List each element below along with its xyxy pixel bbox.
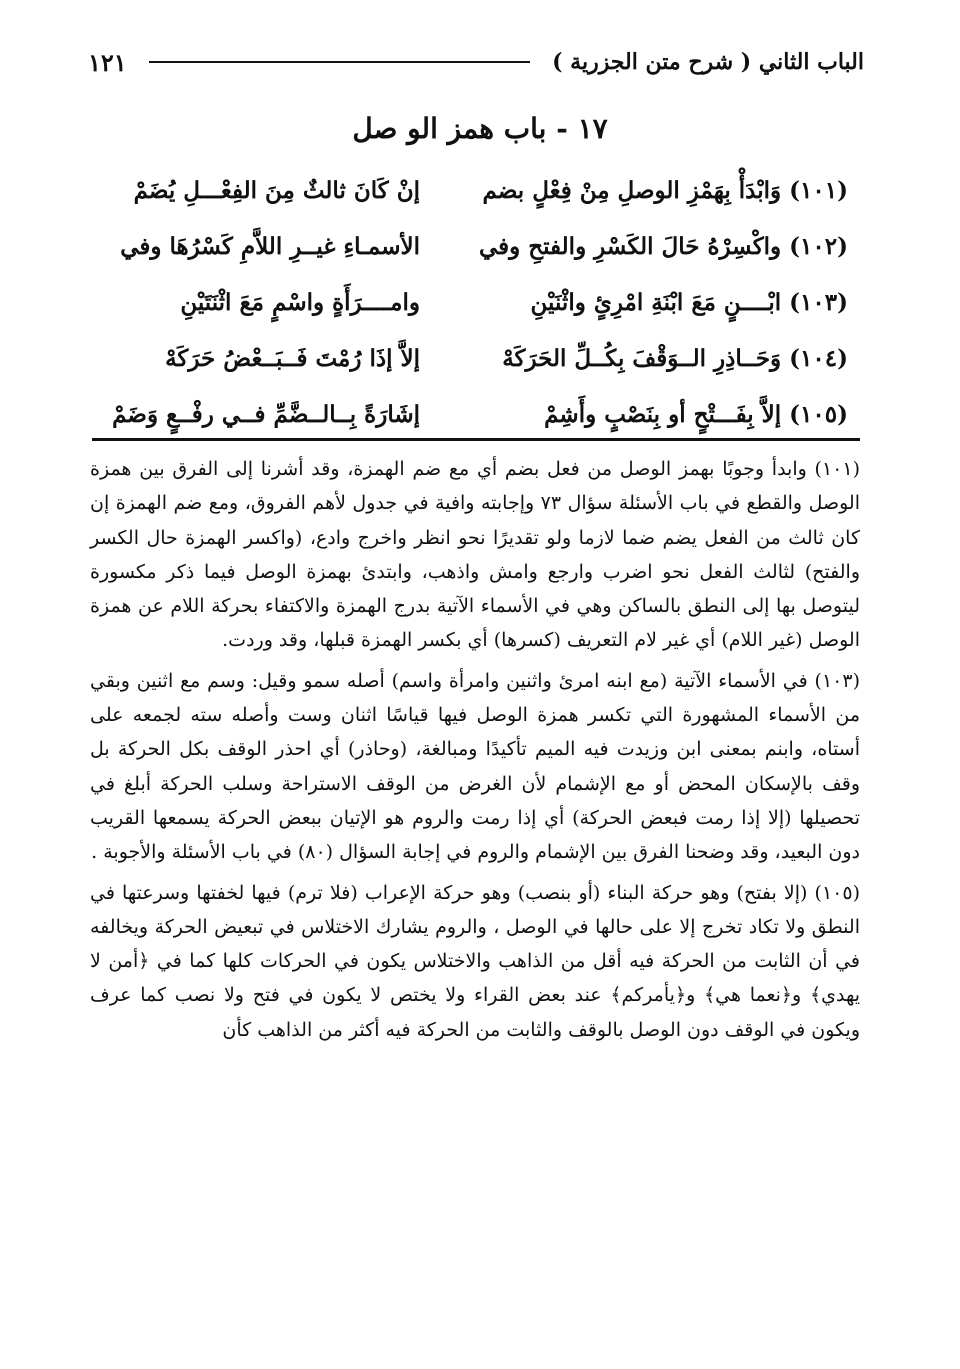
verse-row xyxy=(110,330,848,386)
commentary-paragraph: (١٠٣) في الأسماء الآتية (مع ابنه امرئ واثنين وامرأة واسم) أصله سمو وقيل: وسم مع اثنين وبقي من الأسماء المشهورة التي تكسر همزة الوصل فيها قياسًا اثنان وست وأصله سته لجمعه على أستاه، وابنم بمعنى ابن وزيدت فيه الميم تأكيدًا ومبالغة، (وحاذر) أي احذر الوقف بكل الحركة بل وقف بالإسكان المحض أو مع الإشمام لأن الغرض من الوقف الاستراحة وسلب الحركة أبلغ في تحصيلها (إلا إذا رمت فبعض الحركة) أي إذا رمت والروم هو الإتيان ببعض الحركة يسمعها القريب دون البعيد، وقد وضحنا الفرق بين الإشمام والروم في إجابة السؤال (٨٠) في باب الأسئلة والأجوبة . xyxy=(90,669,860,864)
verse-first-hemistich xyxy=(473,289,848,316)
chapter-title: ١٧ - باب همز الو صل xyxy=(352,112,608,145)
verse-second-hemistich: إلاَّ إذَا رُمْتَ فَــبَــعْضُ حَرَكَهْ xyxy=(165,344,420,372)
verse-first-text: ابْــــنٍ مَعَ ابْنَةِ امْرِئٍ واثْنَيْنِ xyxy=(530,288,782,316)
verse-second-hemistich: إنْ كَانَ ثالثٌ مِنَ الفِعْـــلِ يُضَمْ xyxy=(133,176,420,204)
verse-second-hemistich: إشَارَةً بِــالــضَّمِّ فــي رفْــعٍ وَضَمْ xyxy=(112,400,420,428)
commentary-paragraph: (١٠٥) (إلا بفتح) وهو حركة البناء (أو بنصب) وهو حركة الإعراب (فلا ترم) فيها لخفتها وسرعتها في النطق ولا تكاد تخرج إلا على حالها في الوصل ، والروم يشارك الاختلاس في تبعيض الحركة ويخالفه في أن الثابت من الحركة فيه أقل من الذاهب والاختلاس يكون في الحركات كلها كما في ﴿أمن لا يهدي﴾ و﴿نعما هي﴾ و﴿يأمركم﴾ عند بعض القراء ولا يختص لا يكون في فتح ولا نصب كما عرف ويكون في الوقف دون الوصل بالوقف والثابت من الحركة فيه أكثر من الذاهب كأن xyxy=(90,881,860,1041)
running-header xyxy=(88,42,864,82)
verse-first-text: إلاَّ بِفَـــتْحٍ أو بِنَصْبٍ وأَشِمْ xyxy=(544,400,782,428)
verse-number: (١٠٥) xyxy=(789,400,848,428)
running-title: الباب الثاني ( شرح متن الجزرية ) xyxy=(552,49,864,75)
verse-number: (١٠٤) xyxy=(789,344,848,372)
verse-second-hemistich: وامــــرَأَةٍ واسْمٍ مَعَ اثْنَتَيْنِ xyxy=(180,288,420,316)
commentary-paragraph: (١٠١) وابدأ وجوبًا بهمز الوصل من فعل بضم أي مع ضم الهمزة، وقد أشرنا إلى الفرق بين همزة الوصل والقطع في باب الأسئلة سؤال ٧٣ وإجابته وافية في جدول لأهم الفروق، ومع ضم الهمزة إن كان ثالث من الفعل يضم ضما لازما ولو تقديرًا نحو انظر واخرج وادع، (واكسر الهمزة حال الكسر والفتح) لثالث الفعل نحو اضرب وارجع وامش واذهب، وابتدئ بهمزة الوصل فيما ذكر مكسورة ليتوصل بها إلى النطق بالساكن وهي في الأسماء الآتية بدرج الهمزة والاكتفاء بحركة اللام عن همزة الوصل (غير اللام) أي غير لام التعريف (كسرها) أي بكسر الهمزة قبلها، وقد وردت. xyxy=(90,458,860,652)
verse-number: (١٠١) xyxy=(789,176,848,204)
verse-first-hemistich xyxy=(473,177,848,204)
verse-first-hemistich xyxy=(473,345,848,372)
verse-first-hemistich xyxy=(473,401,848,428)
page-number: ١٢١ xyxy=(88,47,127,77)
verse-first-hemistich xyxy=(473,233,848,260)
verse-row xyxy=(110,274,848,330)
verse-number: (١٠٢) xyxy=(789,232,848,260)
commentary xyxy=(90,452,860,1053)
verse-row xyxy=(110,218,848,274)
verse-first-text: واكْسِرْهُ حَالَ الكَسْرِ والفتحِ وفي xyxy=(478,232,782,260)
header-rule xyxy=(149,61,530,63)
verse-row xyxy=(110,386,848,442)
section-divider xyxy=(92,438,860,441)
verse-row xyxy=(110,162,848,218)
verse-first-text: وَحَــاذِرِ الــوَقْفَ بِكُــلِّ الحَرَكَهْ xyxy=(502,344,782,372)
verse-block xyxy=(110,162,848,442)
verse-first-text: وَابْدَأْ بِهَمْزِ الوصلِ مِنْ فِعْلٍ بضم xyxy=(482,176,782,204)
verse-number: (١٠٣) xyxy=(789,288,848,316)
verse-second-hemistich: الأسمـاءِ غيــرِ اللاَّمِ كَسْرُهَا وفي xyxy=(120,232,420,260)
